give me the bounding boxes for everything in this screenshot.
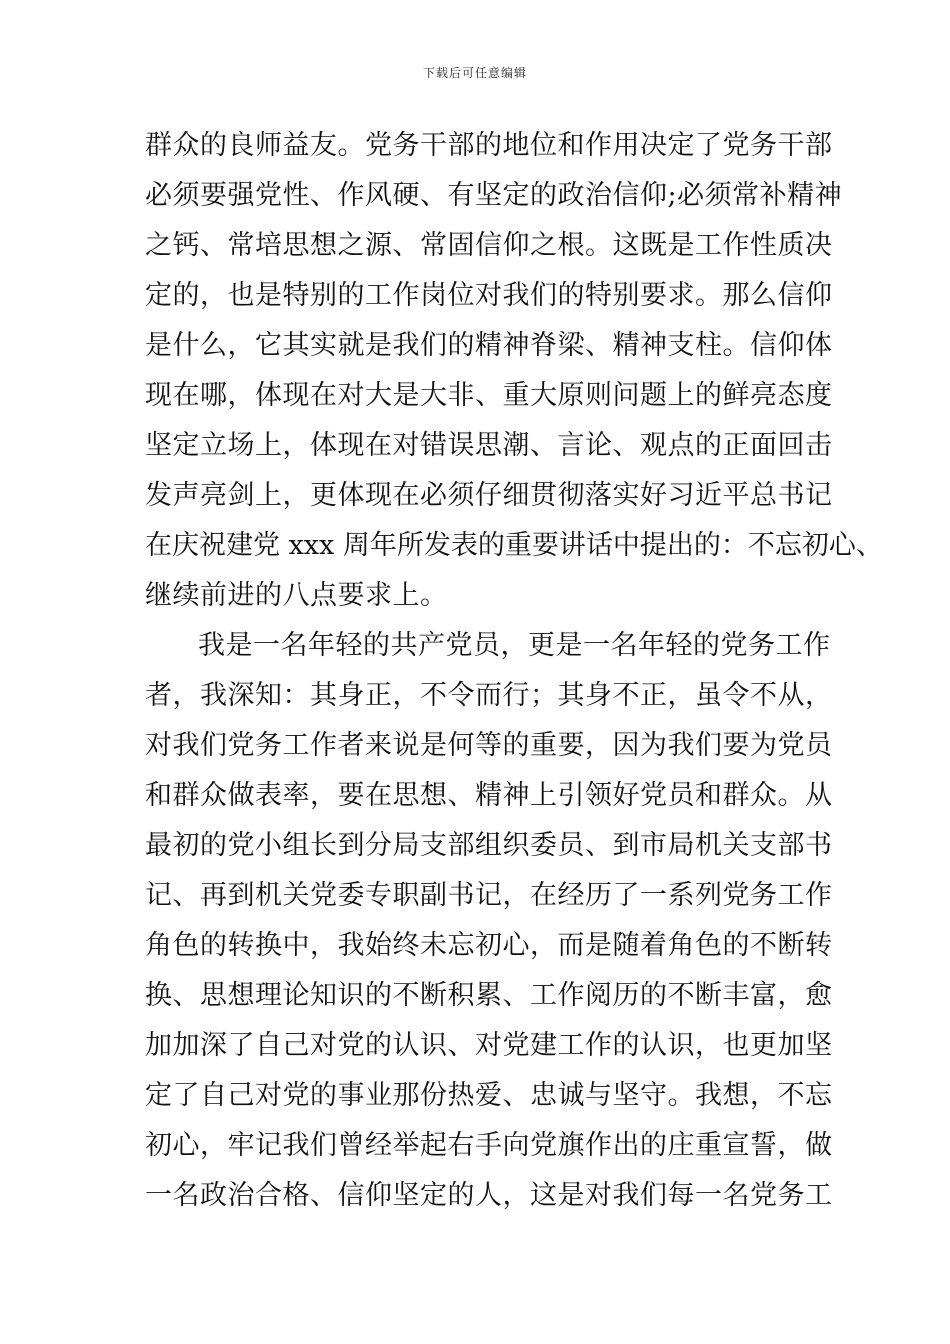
- text-line: 换、思想理论知识的不断积累、工作阅历的不断丰富，愈: [145, 980, 833, 1011]
- text-line: 坚定立场上，体现在对错误思潮、言论、观点的正面回击: [145, 430, 833, 461]
- text-line: 现在哪，体现在对大是大非、重大原则问题上的鲜亮态度: [145, 380, 833, 411]
- text-line: 记、再到机关党委专职副书记，在经历了一系列党务工作: [145, 880, 833, 911]
- text-line: 初心，牢记我们曾经举起右手向党旗作出的庄重宣誓，做: [145, 1130, 833, 1161]
- text-line: 是什么，它其实就是我们的精神脊梁、精神支柱。信仰体: [145, 330, 833, 361]
- text-line: 必须要强党性、作风硬、有坚定的政治信仰;必须常补精神: [145, 180, 843, 211]
- text-line: 定了自己对党的事业那份热爱、忠诚与坚守。我想，不忘: [145, 1080, 833, 1111]
- text-line: 定的，也是特别的工作岗位对我们的特别要求。那么信仰: [145, 280, 833, 311]
- text-line: 群众的良师益友。党务干部的地位和作用决定了党务干部: [145, 130, 833, 161]
- text-line: 发声亮剑上，更体现在必须仔细贯彻落实好习近平总书记: [145, 480, 833, 511]
- text-line: 对我们党务工作者来说是何等的重要，因为我们要为党员: [145, 730, 833, 761]
- text-line: 之钙、常培思想之源、常固信仰之根。这既是工作性质决: [145, 230, 833, 261]
- text-line: 在庆祝建党 xxx 周年所发表的重要讲话中提出的：不忘初心、: [145, 530, 883, 561]
- page-header: 下载后可任意编辑: [422, 66, 527, 80]
- text-line: 继续前进的八点要求上。: [145, 580, 448, 611]
- text-line: 和群众做表率，要在思想、精神上引领好党员和群众。从: [145, 780, 833, 811]
- text-line: 最初的党小组长到分局支部组织委员、到市局机关支部书: [145, 830, 833, 861]
- text-line: 者，我深知：其身正，不令而行；其身不正，虽令不从，: [145, 680, 833, 711]
- paragraph-start-line: 我是一名年轻的共产党员，更是一名年轻的党务工作: [198, 630, 831, 661]
- text-line: 加加深了自己对党的认识、对党建工作的认识，也更加坚: [145, 1030, 833, 1061]
- text-line: 角色的转换中，我始终未忘初心，而是随着角色的不断转: [145, 930, 833, 961]
- text-line: 一名政治合格、信仰坚定的人，这是对我们每一名党务工: [145, 1180, 833, 1211]
